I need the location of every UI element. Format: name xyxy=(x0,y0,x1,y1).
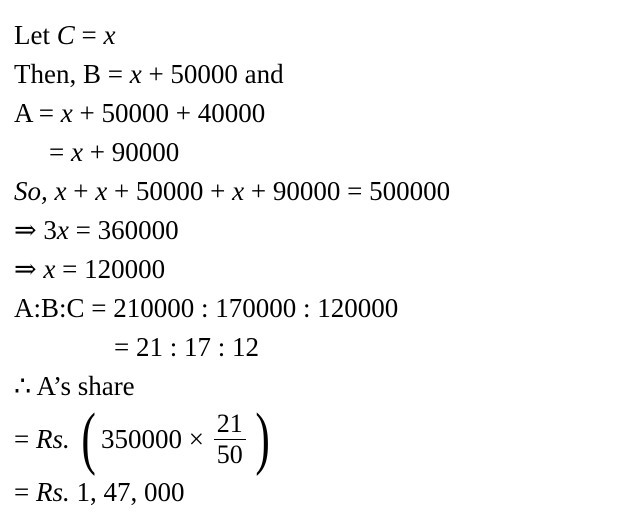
text-run: Then, B = xyxy=(14,59,130,89)
fraction-denominator: 50 xyxy=(216,439,243,469)
text-run: = xyxy=(14,423,36,454)
math-line-9 xyxy=(14,328,635,367)
implies-arrow: ⇒ xyxy=(14,254,44,284)
math-line-2 xyxy=(14,55,635,94)
text-run: = 120000 xyxy=(55,254,166,284)
math-variable: x xyxy=(232,176,245,206)
math-line-1 xyxy=(14,16,635,55)
text-run: + 90000 xyxy=(82,137,180,167)
text-run: + 50000 and xyxy=(141,59,284,89)
math-variable: x xyxy=(60,98,73,128)
rupees-label: Rs. xyxy=(35,477,70,507)
text-run: + 50000 + 40000 xyxy=(72,98,266,128)
text-run: 1, 47, 000 xyxy=(69,477,185,507)
math-variable: x xyxy=(43,254,56,284)
math-line-11: = Rs. ( 350000 × $\frac{21}{50}$ ) xyxy=(14,400,270,477)
math-variable: x xyxy=(129,59,142,89)
math-variable: C xyxy=(56,20,75,50)
text-run: + xyxy=(66,176,96,206)
math-line-8 xyxy=(14,289,635,328)
text-run: + 50000 + xyxy=(107,176,233,206)
fraction xyxy=(214,408,246,469)
math-line-12 xyxy=(14,472,635,512)
so-label: So, xyxy=(14,176,48,206)
text-run: = xyxy=(49,137,71,167)
text-run: + 90000 = 500000 xyxy=(244,176,451,206)
rupees-label: Rs. xyxy=(35,423,70,454)
fraction-numerator: 21 xyxy=(214,411,246,440)
math-variable: x xyxy=(56,215,69,245)
therefore-text: ∴ A’s share xyxy=(14,371,135,401)
math-line-3 xyxy=(14,94,635,133)
text-run: = 360000 xyxy=(68,215,179,245)
math-line-7 xyxy=(14,250,635,289)
text-run: 350000 × xyxy=(101,423,211,454)
implies-arrow: ⇒ 3 xyxy=(14,215,57,245)
math-variable: x xyxy=(95,176,108,206)
math-line-5 xyxy=(14,172,635,211)
text-run: = 21 : 17 : 12 xyxy=(114,332,259,362)
math-variable: x xyxy=(70,137,83,167)
text-run: Let xyxy=(14,20,57,50)
text-run: = xyxy=(14,477,36,507)
math-line-10 xyxy=(14,367,635,406)
text-run: = xyxy=(74,20,104,50)
math-variable: x xyxy=(103,20,116,50)
text-run: A:B:C = 210000 : 170000 : 120000 xyxy=(14,293,399,323)
math-line-4 xyxy=(14,133,635,172)
math-line-6 xyxy=(14,211,635,250)
math-variable: x xyxy=(54,176,67,206)
text-run: A = xyxy=(14,98,61,128)
text-run xyxy=(48,176,55,206)
